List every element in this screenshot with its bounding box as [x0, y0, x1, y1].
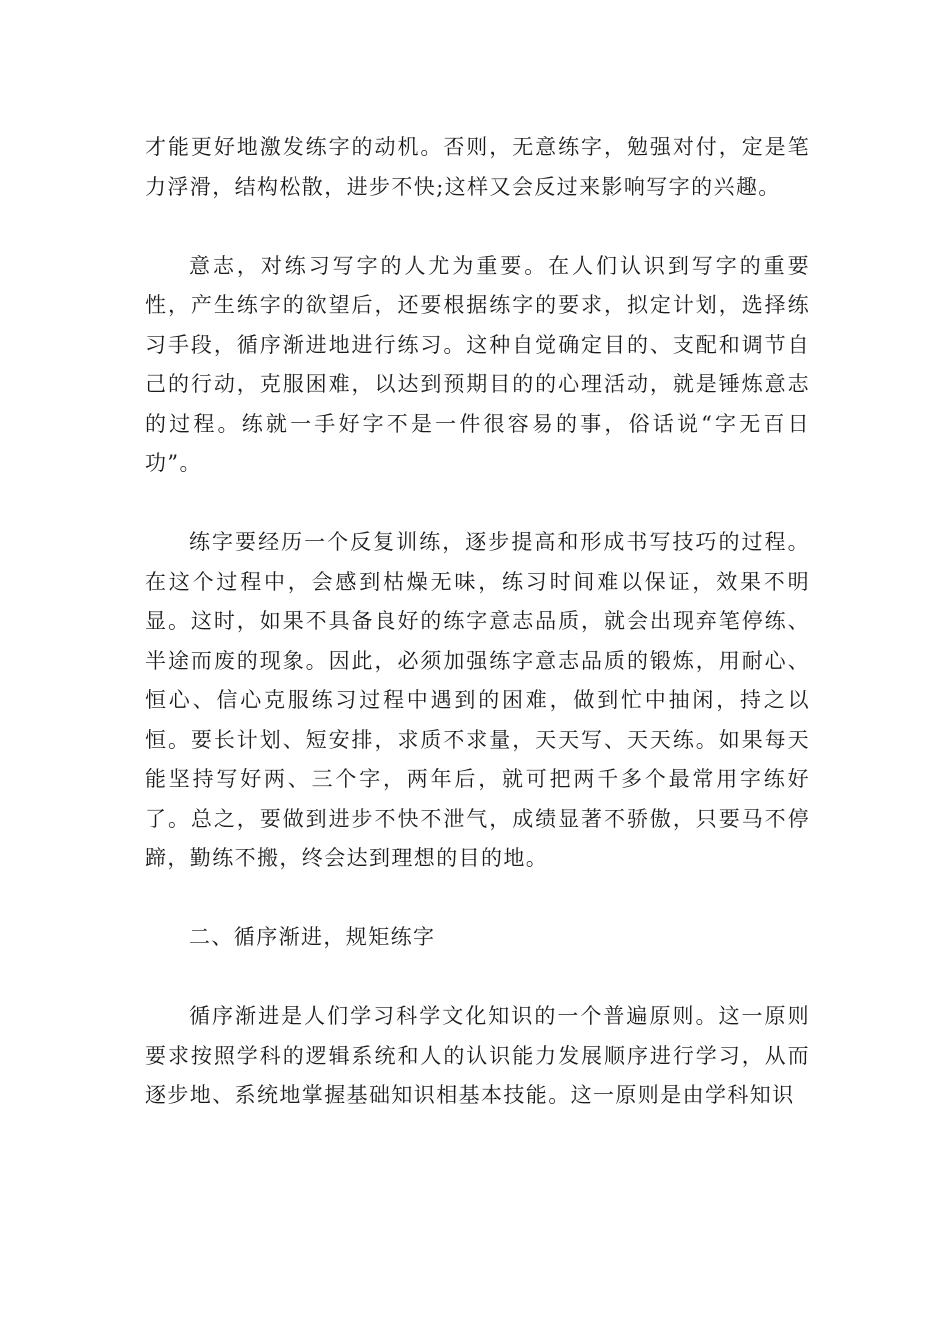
paragraph-motivation-continuation: 才能更好地激发练字的动机。否则，无意练字，勉强对付，定是笔力浮滑，结构松散，进步不快;这样又会反过来影响写字的兴趣。 — [145, 135, 810, 199]
paragraph-practice-process: 练字要经历一个反复训练，逐步提高和形成书写技巧的过程。在这个过程中，会感到枯燥无味，练习时间难以保证，效果不明显。这时，如果不具备良好的练字意志品质，就会出现弃笔停练、半途而废的现象。因此，必须加强练字意志品质的锻炼，用耐心、恒心、信心克服练习过程中遇到的困难，做到忙中抽闲，持之以恒。要长计划、短安排，求质不求量，天天写、天天练。如果每天能坚持写好两、三个字，两年后，就可把两千多个最常用字练好了。总之，要做到进步不快不泄气，成绩显著不骄傲，只要马不停蹄，勤练不搬，终会达到理想的目的地。 — [145, 530, 810, 870]
paragraph-gradual-progress: 循序渐进是人们学习科学文化知识的一个普遍原则。这一原则要求按照学科的逻辑系统和人的认识能力发展顺序进行学习，从而逐步地、系统地掌握基础知识相基本技能。这一原则是由学科知识 — [145, 1004, 810, 1107]
section-heading: 二、循序渐进，规矩练字 — [189, 925, 436, 949]
paragraph-willpower: 意志，对练习写字的人尤为重要。在人们认识到写字的重要性，产生练字的欲望后，还要根据练字的要求，拟定计划，选择练习手段，循序渐进地进行练习。这种自觉确定目的、支配和调节自己的行动，克服困难，以达到预期目的的心理活动，就是锤炼意志的过程。练就一手好字不是一件很容易的事，俗话说“字无百日功”。 — [145, 253, 810, 475]
document-body — [145, 128, 810, 1116]
